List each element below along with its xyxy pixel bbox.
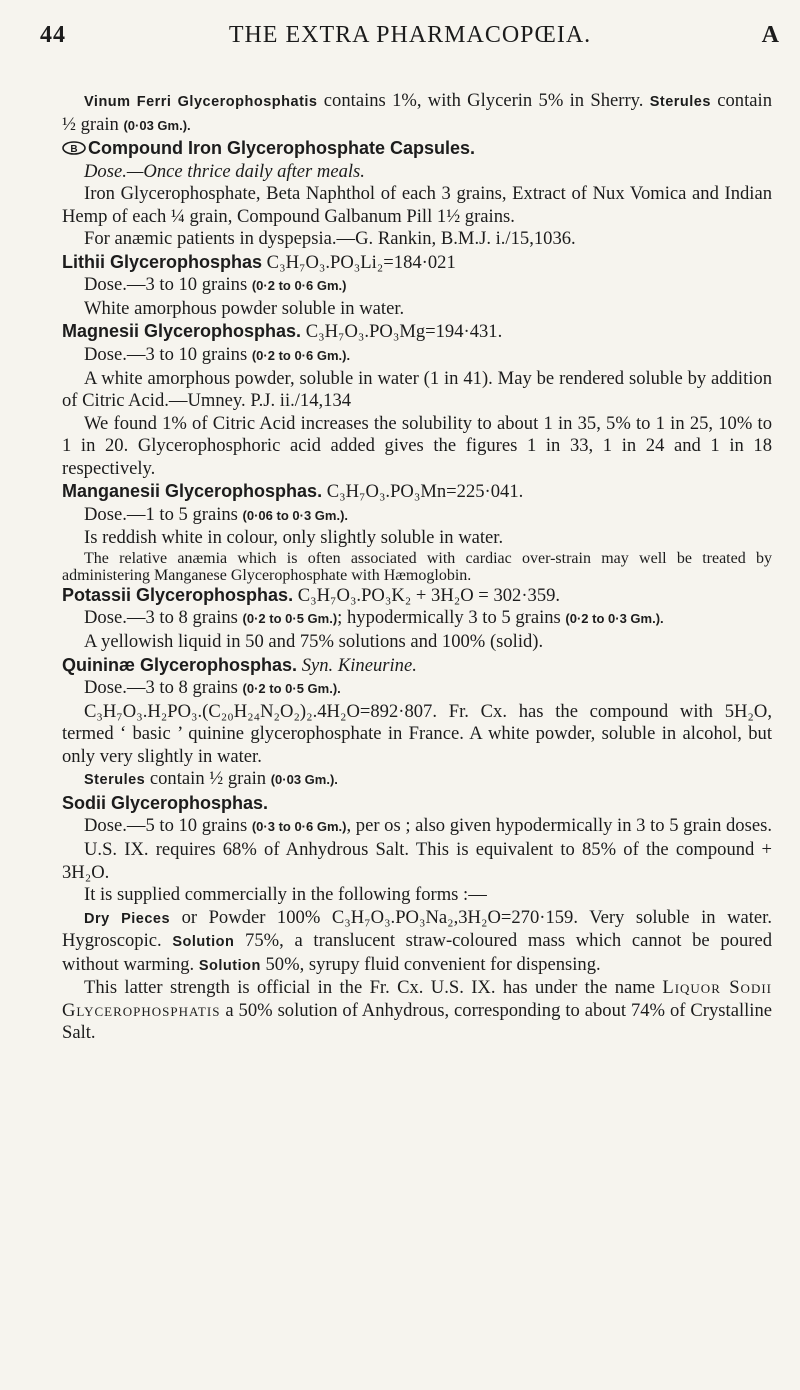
lithii-heading: Lithii Glycerophosphas C₃H₇O₃.PO₃Li₂=184·021	[62, 251, 456, 273]
vinum-entry: Vinum Ferri Glycerophosphatis contains 1%, with Glycerin 5% in Sherry. Sterules contain ½ grain (0·03 Gm.).	[62, 90, 772, 135]
manganesii-dose: Dose.—1 to 5 grains (0·06 to 0·3 Gm.).	[84, 503, 349, 525]
vinum-title: Vinum Ferri Glycerophosphatis	[84, 94, 318, 110]
lithii-desc: White amorphous powder soluble in water.	[84, 297, 405, 319]
proprietary-mark-icon	[62, 141, 86, 155]
sodii-forms: It is supplied commercially in the following forms :—	[84, 884, 487, 906]
running-header	[40, 22, 780, 54]
magnesii-dose: Dose.—3 to 10 grains (0·2 to 0·6 Gm.).	[84, 344, 351, 366]
potassii-heading: Potassii Glycerophosphas. C₃H₇O₃.PO₃K₂ + 3H₂O = 302·359.	[62, 584, 561, 606]
quininae-dose: Dose.—3 to 8 grains (0·2 to 0·5 Gm.).	[84, 677, 341, 699]
page-number: 44	[40, 22, 66, 48]
svg-text:B: B	[70, 144, 78, 156]
capsules-composition: Iron Glycerophosphate, Beta Naphthol of each 3 grains, Extract of Nux Vomica and Indian Hemp of each ¼ grain, Compound Galbanum Pill 1½ grains.	[62, 183, 772, 227]
capsules-use: For anæmic patients in dyspepsia.—G. Rankin, B.M.J. i./15,1036.	[84, 228, 576, 250]
running-title: THE EXTRA PHARMACOPŒIA.	[228, 22, 592, 48]
sodii-last: This latter strength is official in the Fr. Cx. U.S. IX. has under the name Liquor Sodii Glycerophosphatis a 50% solution of Anhydrous, corresponding to about 74% of Crystalline Salt.	[62, 977, 772, 1044]
manganesii-heading: Manganesii Glycerophosphas. C₃H₇O₃.PO₃Mn=225·041.	[62, 481, 524, 503]
manganesii-note: The relative anæmia which is often associated with cardiac over-strain may well be treated by administering Manganese Glycerophosphate with Hæmoglobin.	[62, 549, 772, 584]
capsules-dose: Dose.—Once thrice daily after meals.	[84, 160, 365, 182]
quininae-heading: Quininæ Glycerophosphas. Syn. Kineurine.	[62, 654, 417, 676]
manganesii-desc: Is reddish white in colour, only slightly soluble in water.	[84, 527, 504, 549]
sodii-dry: Dry Pieces or Powder 100% C₃H₇O₃.PO₃Na₂,3H₂O=270·159. Very soluble in water. Hygroscopic. Solution 75%, a translucent straw-coloured mass which cannot be poured without warming. Solution 50%, syrupy fluid convenient for dispensing.	[62, 906, 772, 975]
sodii-heading: Sodii Glycerophosphas.	[62, 792, 269, 813]
magnesii-note: We found 1% of Citric Acid increases the solubility to about 1 in 35, 5% to 1 in 25, 10% to 1 in 20. Glycerophosphoric acid added gives the figures 1 in 33, 1 in 24 and 1 in 18 respectively.	[62, 412, 772, 479]
section-letter: A	[761, 22, 780, 48]
lithii-dose: Dose.—3 to 10 grains (0·2 to 0·6 Gm.)	[84, 274, 347, 296]
potassii-desc: A yellowish liquid in 50 and 75% solutions and 100% (solid).	[84, 631, 544, 653]
potassii-dose: Dose.—3 to 8 grains (0·2 to 0·5 Gm.); hypodermically 3 to 5 grains (0·2 to 0·3 Gm.).	[84, 607, 664, 629]
magnesii-desc: A white amorphous powder, soluble in water (1 in 41). May be rendered soluble by addition of Citric Acid.—Umney. P.J. ii./14,134	[62, 367, 772, 412]
page-body	[62, 90, 772, 1045]
quininae-formula: C₃H₇O₃.H₂PO₃.(C₂₀H₂₄N₂O₂)₂.4H₂O=892·807. Fr. Cx. has the compound with 5H₂O, termed ‘ basic ’ quinine glycerophosphate in France. A white powder, soluble in alcohol, but only very slightly in water.	[62, 700, 772, 767]
magnesii-heading: Magnesii Glycerophosphas. C₃H₇O₃.PO₃Mg=194·431.	[62, 321, 503, 343]
sodii-dose: Dose.—5 to 10 grains (0·3 to 0·6 Gm.), per os ; also given hypodermically in 3 to 5 grain doses.	[84, 815, 772, 837]
quininae-sterules: Sterules contain ½ grain (0·03 Gm.).	[84, 768, 338, 790]
sodii-usp: U.S. IX. requires 68% of Anhydrous Salt. This is equivalent to 85% of the compound + 3H₂O.	[62, 838, 772, 883]
capsules-heading: B Compound Iron Glycerophosphate Capsules.	[62, 137, 772, 161]
